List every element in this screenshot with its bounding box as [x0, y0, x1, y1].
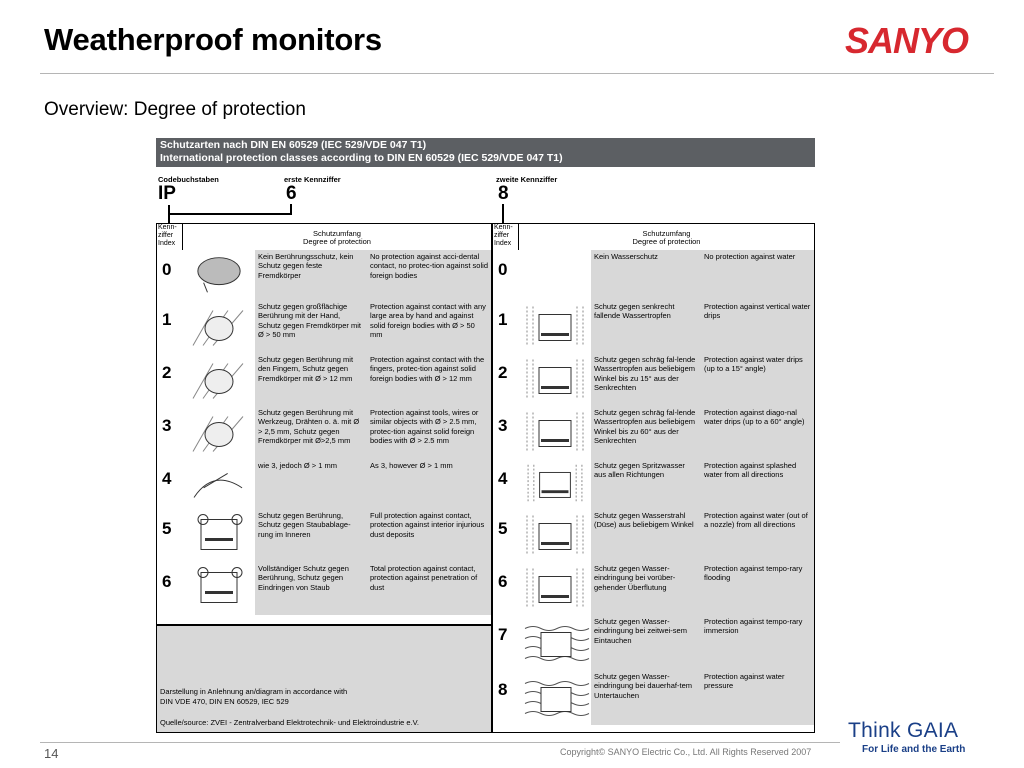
protection-illustration [519, 509, 591, 562]
row-index: 1 [493, 300, 519, 353]
description-de: Schutz gegen Wasser-eindringung bei zeitwei-sem Eintauchen [591, 615, 701, 670]
row-index: 0 [493, 250, 519, 300]
protection-illustration [519, 353, 591, 406]
row-index: 8 [493, 670, 519, 725]
description-de: Vollständiger Schutz gegen Berührung, Schutz gegen Eindringen von Staub [255, 562, 367, 615]
table-row [157, 406, 491, 460]
table-row [493, 670, 814, 726]
brand-tagline: For Life and the Earth [862, 744, 966, 755]
row-index: 4 [157, 459, 183, 509]
table-row [157, 509, 491, 563]
protection-illustration [183, 250, 255, 300]
table-row [157, 459, 491, 510]
description-de: wie 3, jedoch Ø > 1 mm [255, 459, 367, 509]
protection-illustration [183, 509, 255, 562]
protection-illustration [183, 353, 255, 406]
description-de: Schutz gegen Wasser-eindringung bei vorüber-gehender Überflutung [591, 562, 701, 615]
protection-illustration [519, 670, 591, 725]
connector-line [290, 204, 292, 215]
description-en: Protection against vertical water drips [701, 300, 814, 353]
scope-header-en: Degree of protection [303, 237, 371, 246]
table-row [493, 250, 814, 301]
row-index: 1 [157, 300, 183, 353]
description-de: Schutz gegen senkrecht fallende Wassertropfen [591, 300, 701, 353]
connector-line [502, 204, 504, 223]
description-en: Protection against contact with the fingers, protec-tion against solid foreign bodies with Ø > 12 mm [367, 353, 491, 406]
first-digit-label: erste Kennziffer [284, 175, 341, 184]
protection-illustration [519, 250, 591, 300]
index-column-header: Kenn- ziffer Index [493, 224, 519, 250]
description-de: Schutz gegen schräg fal-lende Wassertropfen aus beliebigem Winkel bis zu 60° aus der Senkrechten [591, 406, 701, 459]
first-digit-table [156, 223, 492, 625]
title-divider [40, 73, 994, 74]
scope-header-de: Schutzumfang [313, 229, 361, 238]
table-row [493, 509, 814, 563]
diagram-note [160, 687, 347, 706]
row-index: 4 [493, 459, 519, 509]
description-en: Protection against tools, wires or similar objects with Ø > 2.5 mm, protec-tion against solid foreign bodies with Ø > 2.5 mm [367, 406, 491, 459]
description-en: Full protection against contact, protection against interior injurious dust deposits [367, 509, 491, 562]
table-row [157, 562, 491, 616]
table-header [157, 224, 491, 251]
connector-line [168, 213, 292, 215]
scope-header-de: Schutzumfang [642, 229, 691, 238]
protection-illustration [183, 459, 255, 509]
source-text: Quelle/source: ZVEI - Zentralverband Elektrotechnik- und Elektroindustrie e.V. [160, 718, 420, 727]
row-index: 2 [493, 353, 519, 406]
description-de: Kein Wasserschutz [591, 250, 701, 300]
protection-illustration [519, 459, 591, 509]
protection-chart [156, 138, 815, 733]
diagram-note-line: Darstellung in Anlehnung an/diagram in accordance with [160, 687, 348, 696]
description-en: As 3, however Ø > 1 mm [367, 459, 491, 509]
description-de: Schutz gegen Berührung, Schutz gegen Staubablage-rung im Inneren [255, 509, 367, 562]
chart-header-de: Schutzarten nach DIN EN 60529 (IEC 529/VDE 047 T1) [160, 139, 427, 151]
row-index: 6 [493, 562, 519, 615]
table-row [493, 459, 814, 510]
index-column-header: Kenn- ziffer Index [157, 224, 183, 250]
protection-illustration [519, 562, 591, 615]
row-index: 0 [157, 250, 183, 300]
row-index: 5 [157, 509, 183, 562]
table-row [493, 406, 814, 460]
row-index: 2 [157, 353, 183, 406]
table-row [493, 353, 814, 407]
protection-illustration [519, 615, 591, 670]
description-en: Protection against splashed water from all directions [701, 459, 814, 509]
description-de: Schutz gegen Berührung mit den Fingern, Schutz gegen Fremdkörper mit Ø > 12 mm [255, 353, 367, 406]
protection-illustration [183, 562, 255, 615]
description-de: Schutz gegen Wasserstrahl (Düse) aus beliebigem Winkel [591, 509, 701, 562]
page-number: 14 [44, 746, 59, 761]
row-index: 6 [157, 562, 183, 615]
row-index: 7 [493, 615, 519, 670]
table-header [493, 224, 814, 251]
description-de: Schutz gegen Berührung mit Werkzeug, Drähten o. ä. mit Ø > 2,5 mm, Schutz gegen Fremdkörper mit Ø>2,5 mm [255, 406, 367, 459]
table-row [157, 353, 491, 407]
slide-title: Weatherproof monitors [44, 22, 382, 57]
table-row [493, 562, 814, 616]
description-de: Schutz gegen Wasser-eindringung bei dauerhaf-tem Untertauchen [591, 670, 701, 725]
description-de: Schutz gegen schräg fal-lende Wassertropfen aus beliebigem Winkel bis zu 15° aus der Senkrechten [591, 353, 701, 406]
row-index: 3 [493, 406, 519, 459]
table-row [157, 300, 491, 354]
protection-illustration [183, 406, 255, 459]
description-en: Protection against water (out of a nozzle) from all directions [701, 509, 814, 562]
row-index: 5 [493, 509, 519, 562]
second-digit-label: zweite Kennziffer [496, 175, 558, 184]
protection-illustration [183, 300, 255, 353]
description-en: Protection against diago-nal water drips (up to a 60° angle) [701, 406, 814, 459]
description-en: Protection against water pressure [701, 670, 814, 725]
second-digit-table [492, 223, 815, 733]
description-en: Protection against water drips (up to a 15° angle) [701, 353, 814, 406]
code-letters: IP [158, 183, 176, 204]
diagram-note-line: DIN VDE 470, DIN EN 60529, IEC 529 [160, 696, 289, 706]
row-index: 3 [157, 406, 183, 459]
footer-divider [40, 742, 840, 743]
description-en: Protection against tempo-rary flooding [701, 562, 814, 615]
description-en: Protection against tempo-rary immersion [701, 615, 814, 670]
description-en: Protection against contact with any large area by hand and against solid foreign bodies with Ø > 50 mm [367, 300, 491, 353]
chart-header-en: International protection classes according to DIN EN 60529 (IEC 529/VDE 047 T1) [160, 152, 563, 164]
description-de: Kein Berührungsschutz, kein Schutz gegen feste Fremdkörper [255, 250, 367, 300]
table-row [157, 250, 491, 301]
copyright-text: Copyright© SANYO Electric Co., Ltd. All Rights Reserved 2007 [560, 747, 812, 757]
table-row [493, 615, 814, 671]
chart-header [156, 138, 815, 167]
scope-header-en: Degree of protection [632, 237, 701, 246]
description-de: Schutz gegen großflächige Berührung mit der Hand, Schutz gegen Fremdkörper mit Ø > 50 mm [255, 300, 367, 353]
second-digit: 8 [498, 183, 509, 204]
protection-illustration [519, 300, 591, 353]
slide-subtitle: Overview: Degree of protection [44, 99, 306, 120]
description-en: No protection against water [701, 250, 814, 300]
description-de: Schutz gegen Spritzwasser aus allen Richtungen [591, 459, 701, 509]
source-note-box [156, 625, 492, 733]
think-gaia-logo: Think GAIA [848, 719, 959, 742]
table-row [493, 300, 814, 354]
description-en: No protection against acci-dental contact, no protec-tion against solid foreign bodies [367, 250, 491, 300]
first-digit: 6 [286, 183, 297, 204]
code-label: Codebuchstaben [158, 175, 219, 184]
protection-illustration [519, 406, 591, 459]
sanyo-logo: SANYO [845, 20, 969, 61]
description-en: Total protection against contact, protection against penetration of dust [367, 562, 491, 615]
